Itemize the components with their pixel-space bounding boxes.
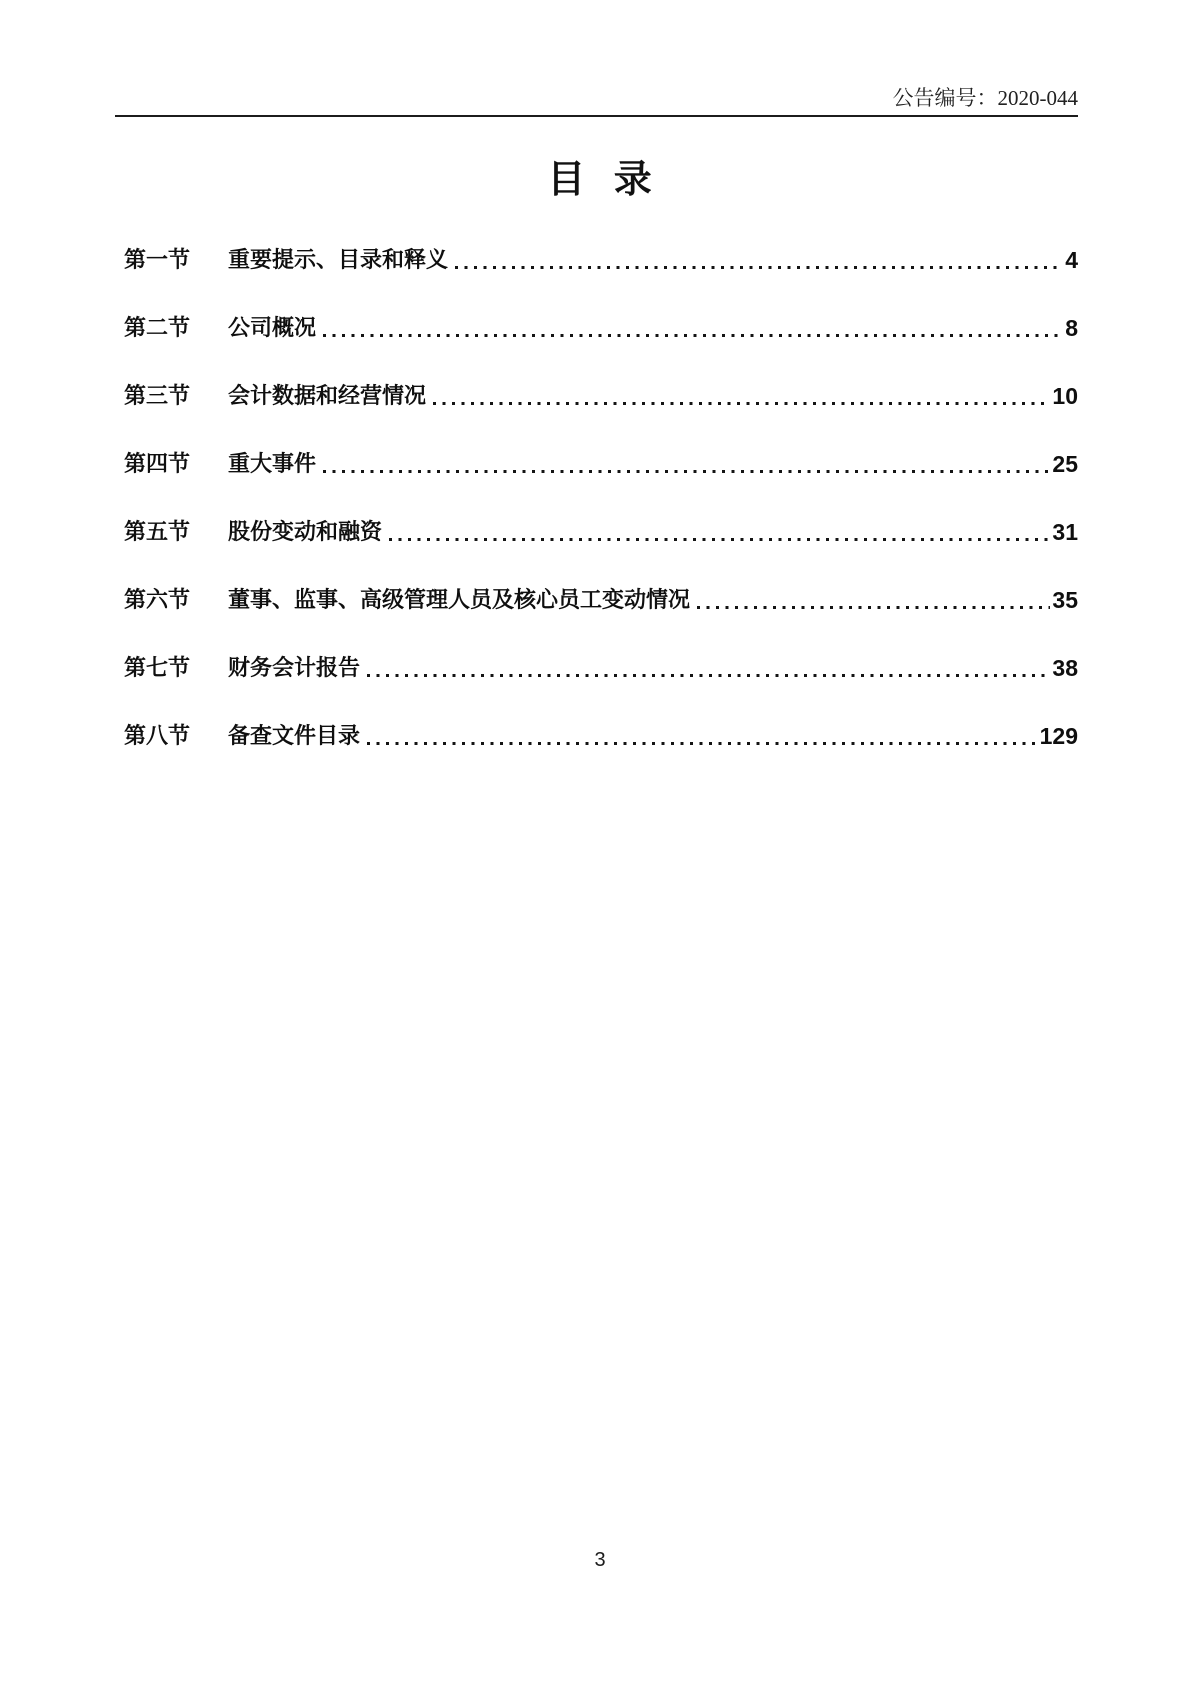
toc-entry-title: 董事、监事、高级管理人员及核心员工变动情况 <box>228 587 691 612</box>
toc-entry[interactable] <box>124 564 1078 632</box>
toc-section-label: 第三节 <box>124 383 191 408</box>
dot-leader <box>455 266 1063 269</box>
dot-leader <box>389 538 1050 541</box>
toc-page-number: 25 <box>1052 451 1078 477</box>
toc-section-label: 第一节 <box>124 247 191 272</box>
toc-page-number: 8 <box>1065 315 1078 341</box>
toc-section-label: 第四节 <box>124 451 191 476</box>
toc-entry-title: 财务会计报告 <box>228 655 361 680</box>
toc-entry-title: 备查文件目录 <box>228 723 361 748</box>
toc-entry[interactable] <box>124 360 1078 428</box>
toc-section-label: 第二节 <box>124 315 191 340</box>
page-header <box>115 0 1078 117</box>
toc-entry[interactable] <box>124 700 1078 768</box>
announcement-number: 公告编号：2020-044 <box>892 86 1078 110</box>
dot-leader <box>323 334 1063 337</box>
dot-leader <box>367 674 1050 677</box>
toc-entry-title: 会计数据和经营情况 <box>228 383 427 408</box>
toc-page-number: 10 <box>1052 383 1078 409</box>
toc-entry-title: 股份变动和融资 <box>228 519 383 544</box>
toc-entry-title: 重要提示、目录和释义 <box>228 247 449 272</box>
toc-section-label: 第六节 <box>124 587 191 612</box>
toc-entry-title: 公司概况 <box>228 315 317 340</box>
toc-entry[interactable] <box>124 632 1078 700</box>
toc-entry[interactable] <box>124 428 1078 496</box>
toc-entry-title: 重大事件 <box>228 451 317 476</box>
footer-page-number: 3 <box>594 1549 606 1571</box>
page-footer <box>0 1549 1200 1572</box>
toc-section-label: 第七节 <box>124 655 191 680</box>
toc-page-number: 31 <box>1052 519 1078 545</box>
toc-section-label: 第八节 <box>124 723 191 748</box>
toc-entry[interactable] <box>124 224 1078 292</box>
toc-page-number: 4 <box>1065 247 1078 273</box>
table-of-contents <box>124 224 1078 768</box>
toc-page-number: 129 <box>1039 723 1078 749</box>
toc-entry[interactable] <box>124 292 1078 360</box>
dot-leader <box>697 606 1050 609</box>
dot-leader <box>323 470 1050 473</box>
dot-leader <box>433 402 1050 405</box>
toc-page-number: 38 <box>1052 655 1078 681</box>
page-title: 目 录 <box>547 159 653 201</box>
toc-entry[interactable] <box>124 496 1078 564</box>
dot-leader <box>367 742 1038 745</box>
toc-section-label: 第五节 <box>124 519 191 544</box>
toc-page-number: 35 <box>1052 587 1078 613</box>
